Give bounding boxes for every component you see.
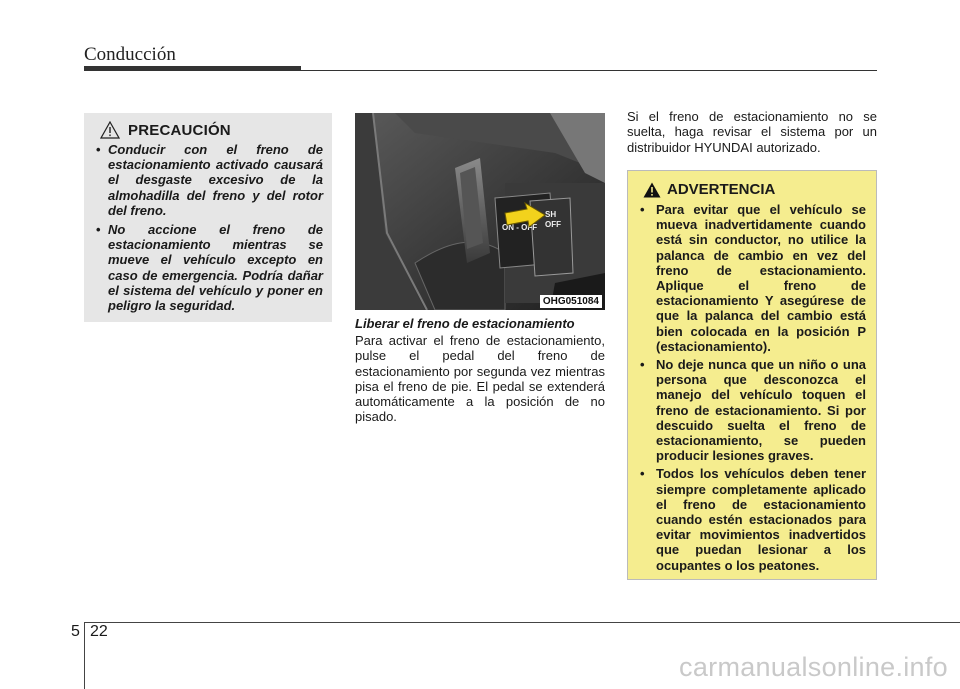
page-number: 22 — [90, 623, 108, 640]
warning-item: • Para evitar que el vehículo se mueva inadvertidamente cuando está sin conductor, no utilice la palanca de cambio en vez del freno de estacionamiento. Aplique el freno de estacionamiento Y asegúrese de que la palanca del cambio está bien colocada en la posición P (estacionamiento). — [638, 202, 866, 354]
warning-triangle-icon — [643, 182, 661, 198]
caution-title: PRECAUCIÓN — [128, 121, 231, 139]
caution-item: • No accione el freno de estacionamiento mientras se mueve el vehículo excepto en caso de emergencia. Podría dañar el sistema del vehículo y poner en peligro la seguridad. — [94, 222, 323, 313]
footer-divider — [84, 622, 85, 689]
warning-title: ADVERTENCIA — [667, 181, 776, 198]
caution-item: • Conducir con el freno de estacionamiento activado causará el desgaste excesivo de la almohadilla del freno y del rotor del freno. — [94, 142, 323, 218]
header-rule-thick — [84, 66, 301, 71]
body-paragraph-1: Para activar el freno de estacionamiento, pulse el pedal del freno de estacionamiento por segunda vez mientras pisa el freno de pie. El pedal se extenderá automáticamente a la posición de no pisado. — [355, 333, 605, 425]
parking-brake-photo — [355, 113, 605, 310]
parking-brake-illustration — [355, 113, 605, 310]
warning-box — [627, 170, 877, 580]
header-rule-thin — [301, 70, 877, 71]
figure-code: OHG051084 — [540, 295, 602, 308]
footer-rule — [84, 622, 960, 623]
caution-list — [94, 142, 323, 313]
page-section-number: 5 — [71, 623, 80, 640]
pedal-label-on-off: ON - OFF — [502, 223, 538, 232]
pedal-label-push: SH — [545, 210, 557, 219]
caution-box — [84, 113, 332, 322]
watermark: carmanualsonline.info — [679, 652, 948, 682]
caution-triangle-icon — [100, 121, 120, 139]
warning-item: • Todos los vehículos deben tener siempre completamente aplicado el freno de estacionamiento cuando estén estacionados para evitar movimientos inadvertidos que puedan lesionar a los ocupantes o los peatones. — [638, 466, 866, 572]
warning-item: • No deje nunca que un niño o una persona que desconozca el manejo del vehículo toquen el freno de estacionamiento. Si por descuido suelta el freno de estacionamiento, se pueden producir lesiones graves. — [638, 357, 866, 463]
warning-list — [638, 202, 866, 573]
warning-header — [643, 181, 866, 198]
pedal-label-off: OFF — [545, 220, 561, 229]
figure-caption: Liberar el freno de estacionamiento — [355, 316, 575, 331]
section-title: Conducción — [84, 44, 176, 65]
body-paragraph-2: Si el freno de estacionamiento no se suelta, haga revisar el sistema por un distribuidor HYUNDAI autorizado. — [627, 109, 877, 155]
caution-header — [100, 121, 323, 139]
